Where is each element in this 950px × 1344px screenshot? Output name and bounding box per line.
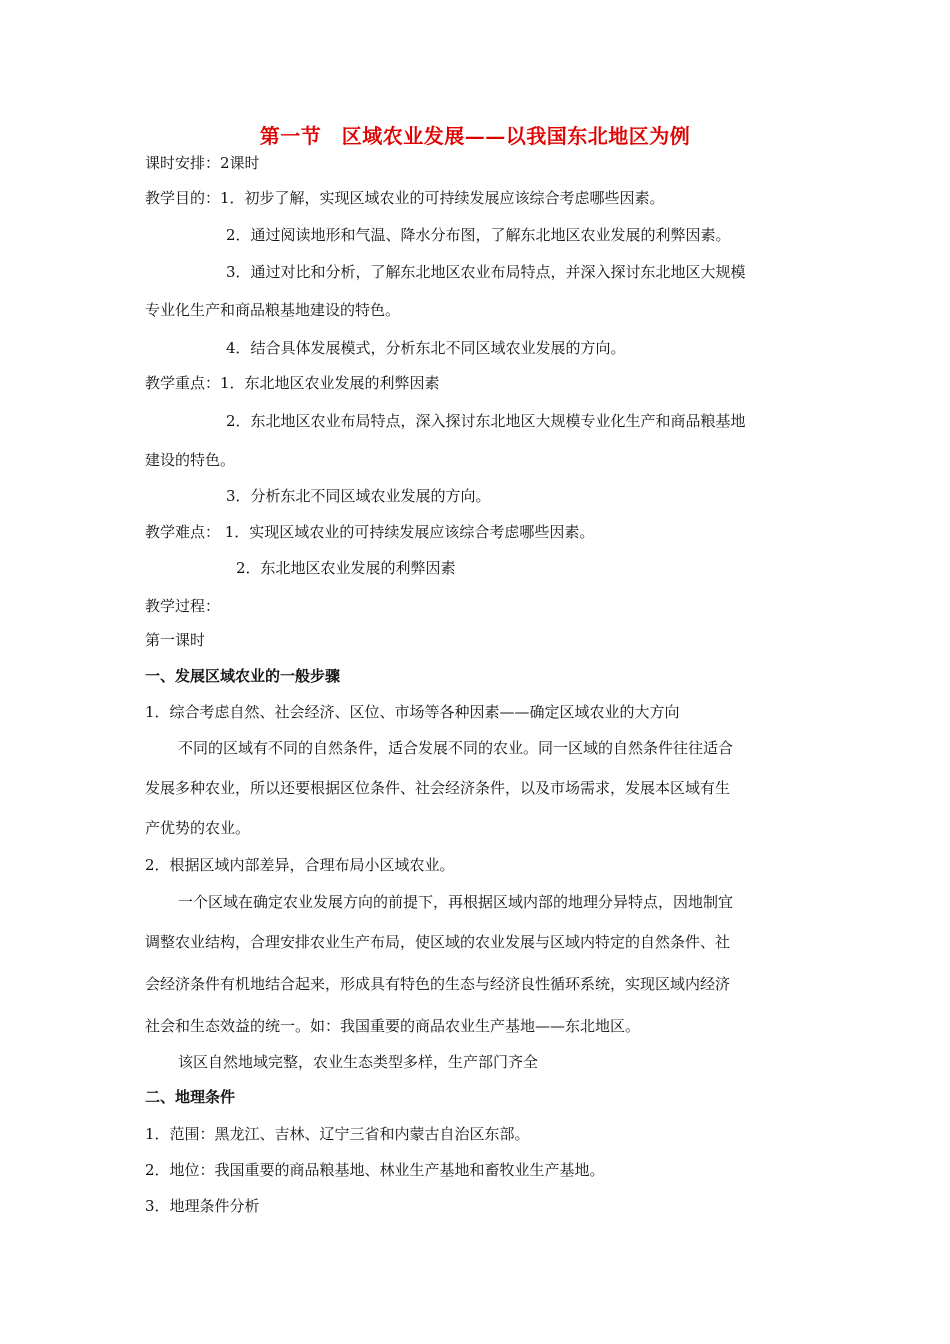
key-points-line: 建设的特色。	[145, 451, 236, 469]
paragraph-line: 发展多种农业，所以还要根据区位条件、社会经济条件，以及市场需求，发展本区域有生	[145, 779, 731, 797]
key-points-line: 2．东北地区农业布局特点，深入探讨东北地区大规模专业化生产和商品粮基地	[226, 412, 746, 430]
process-label: 教学过程：	[145, 597, 221, 615]
objectives-line: 4．结合具体发展模式，分析东北不同区域农业发展的方向。	[226, 339, 626, 357]
paragraph-line: 一个区域在确定农业发展方向的前提下，再根据区域内部的地理分异特点，因地制宜	[178, 893, 734, 911]
page-title: 第一节 区域农业发展——以我国东北地区为例	[259, 124, 691, 148]
list-item: 2．根据区域内部差异，合理布局小区域农业。	[145, 856, 455, 874]
lesson-label: 第一课时	[145, 631, 206, 649]
list-item: 2．地位：我国重要的商品粮基地、林业生产基地和畜牧业生产基地。	[145, 1161, 605, 1179]
objectives-line: 专业化生产和商品粮基地建设的特色。	[145, 301, 401, 319]
paragraph-line: 社会和生态效益的统一。如：我国重要的商品农业生产基地——东北地区。	[145, 1017, 641, 1035]
paragraph-line: 调整农业结构，合理安排农业生产布局，使区域的农业发展与区域内特定的自然条件、社	[145, 933, 731, 951]
list-item: 3．地理条件分析	[145, 1197, 260, 1215]
section-heading: 一、发展区域农业的一般步骤	[145, 667, 341, 685]
objectives-line: 2．通过阅读地形和气温、降水分布图，了解东北地区农业发展的利弊因素。	[226, 226, 731, 244]
list-item: 1．范围：黑龙江、吉林、辽宁三省和内蒙古自治区东部。	[145, 1125, 530, 1143]
paragraph-line: 会经济条件有机地结合起来，形成具有特色的生态与经济良性循环系统，实现区域内经济	[145, 975, 731, 993]
schedule-line: 课时安排：2课时	[145, 154, 260, 172]
difficulty-line: 教学难点： 1．实现区域农业的可持续发展应该综合考虑哪些因素。	[145, 523, 595, 541]
key-points-line: 3．分析东北不同区域农业发展的方向。	[226, 487, 491, 505]
objectives-line: 3．通过对比和分析，了解东北地区农业布局特点，并深入探讨东北地区大规模	[226, 263, 746, 281]
paragraph-line: 该区自然地域完整，农业生态类型多样，生产部门齐全	[178, 1053, 539, 1071]
list-item: 1．综合考虑自然、社会经济、区位、市场等各种因素——确定区域农业的大方向	[145, 703, 680, 721]
paragraph-line: 不同的区域有不同的自然条件，适合发展不同的农业。同一区域的自然条件往往适合	[178, 739, 734, 757]
objectives-line: 教学目的：1．初步了解，实现区域农业的可持续发展应该综合考虑哪些因素。	[145, 189, 665, 207]
difficulty-line: 2．东北地区农业发展的利弊因素	[236, 559, 456, 577]
section-heading: 二、地理条件	[145, 1088, 236, 1106]
paragraph-line: 产优势的农业。	[145, 819, 251, 837]
key-points-line: 教学重点：1．东北地区农业发展的利弊因素	[145, 374, 440, 392]
